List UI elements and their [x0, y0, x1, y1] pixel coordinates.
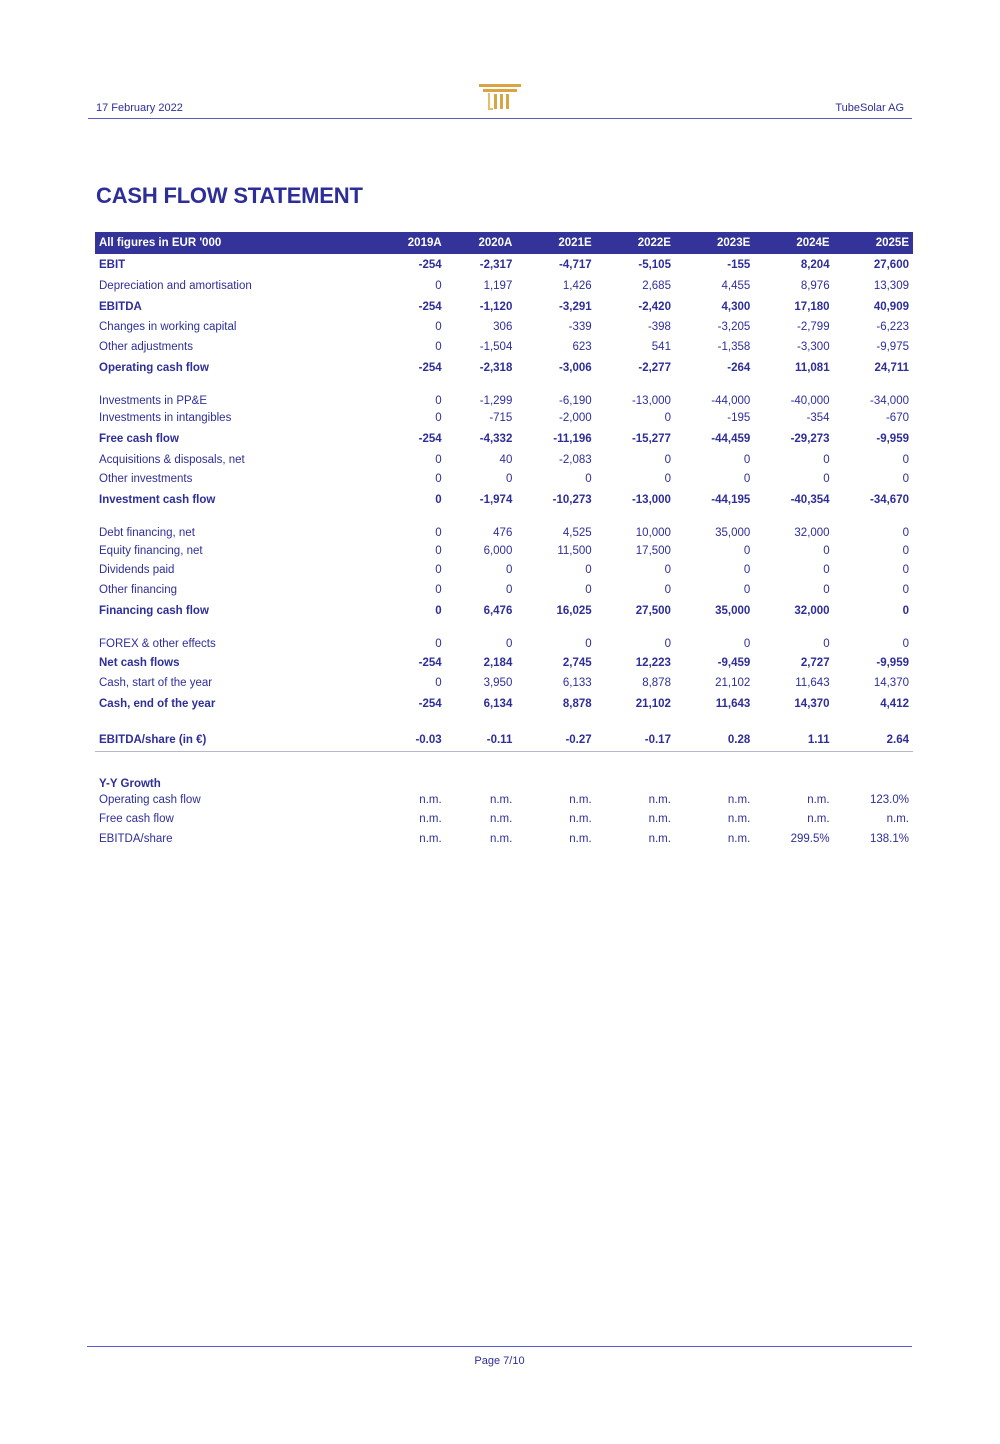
table-row: [95, 357, 913, 379]
cell-value: 0: [435, 473, 442, 486]
cell-value: -13,000: [631, 494, 671, 506]
cell-value: 11,643: [795, 677, 830, 690]
row-label: EBIT: [99, 259, 126, 271]
cell-value: 11,643: [715, 698, 751, 710]
cell-value: 11,500: [557, 544, 592, 557]
cell-value: -715: [489, 412, 513, 425]
cell-value: 17,180: [794, 300, 830, 313]
table-row: [95, 652, 913, 674]
cell-value: 3,950: [483, 677, 513, 690]
table-row: [95, 674, 913, 694]
cell-value: -0.27: [516, 729, 595, 752]
cell-value: 0: [823, 544, 830, 557]
cell-value: 0: [505, 637, 513, 650]
cell-value: 21,102: [635, 698, 671, 710]
cell-value: 0: [664, 583, 671, 596]
cell-value: -1,974: [479, 494, 513, 506]
cell-value: [596, 752, 675, 767]
cell-value: 0: [902, 637, 909, 650]
cell-value: 299.5%: [790, 832, 830, 845]
cell-value: 17,500: [635, 544, 671, 557]
cell-value: -15,277: [631, 433, 671, 445]
cell-value: n.m.: [648, 832, 671, 845]
cell-value: [446, 752, 517, 767]
row-label: Y-Y Growth: [99, 778, 161, 790]
page-number: Page 7/10: [474, 1355, 525, 1367]
column-header: 2019A: [375, 232, 446, 254]
cell-value: 0: [664, 473, 671, 486]
cell-value: -1,120: [479, 300, 513, 313]
cell-value: 14,370: [873, 677, 909, 690]
cell-value: 4,455: [721, 279, 751, 292]
pillar-logo-icon: [479, 84, 521, 112]
growth-row: [95, 829, 913, 849]
row-label: Investments in intangibles: [99, 412, 232, 425]
cell-value: 0: [435, 394, 442, 407]
cell-value: -11,196: [553, 433, 592, 445]
cell-value: 0: [585, 637, 592, 650]
cell-value: 6,134: [483, 698, 513, 710]
cell-value: 0: [902, 544, 909, 557]
cell-value: -354: [806, 412, 830, 425]
cell-value: 13,309: [873, 279, 909, 292]
cell-value: 4,525: [562, 527, 592, 539]
row-label: [95, 715, 375, 729]
cell-value: -264: [727, 361, 751, 374]
table-header-row: [95, 232, 913, 254]
cell-value: 306: [493, 321, 513, 334]
cell-value: -254: [418, 698, 442, 710]
cell-value: 0: [823, 453, 830, 466]
cell-value: 0: [435, 340, 442, 353]
cell-value: 2.64: [834, 729, 913, 752]
cell-value: 0: [823, 473, 830, 486]
table-row: [95, 470, 913, 490]
cell-value: [596, 766, 675, 790]
row-label: FOREX & other effects: [99, 637, 216, 650]
cell-value: 8,976: [800, 279, 830, 292]
cell-value: 138.1%: [869, 832, 909, 845]
table-row: [95, 428, 913, 450]
cell-value: [754, 766, 833, 790]
cell-value: 8,204: [800, 259, 830, 271]
cell-value: [754, 752, 833, 767]
cell-value: 0: [505, 473, 513, 486]
cell-value: -2,420: [638, 300, 671, 313]
cell-value: [834, 715, 913, 729]
cell-value: n.m.: [569, 813, 592, 826]
table-row: [95, 489, 913, 511]
cell-value: n.m.: [489, 832, 513, 845]
cell-value: 35,000: [715, 527, 751, 539]
cell-value: 27,500: [635, 604, 671, 617]
cell-value: 6,476: [483, 604, 513, 617]
row-label: Investments in PP&E: [99, 394, 208, 407]
table-row: [95, 337, 913, 357]
cell-value: 0: [743, 583, 751, 596]
cell-value: 2,184: [483, 656, 513, 669]
cell-value: -2,317: [479, 259, 513, 271]
row-label: Other investments: [99, 473, 193, 486]
cell-value: -9,459: [717, 656, 751, 669]
cell-value: [446, 766, 517, 790]
cell-value: -3,006: [559, 361, 592, 374]
cell-value: [375, 766, 446, 790]
cell-value: -254: [418, 656, 442, 669]
cell-value: 21,102: [715, 677, 751, 690]
cell-value: 0: [664, 564, 671, 577]
cell-value: [754, 715, 833, 729]
spacer-row: [95, 752, 913, 767]
cell-value: 0: [743, 473, 751, 486]
cell-value: -4,717: [559, 259, 592, 271]
cell-value: -34,670: [869, 494, 909, 506]
cell-value: 0: [435, 604, 442, 617]
cell-value: 6,000: [483, 544, 513, 557]
cell-value: -13,000: [631, 394, 671, 407]
row-label: [95, 752, 375, 767]
cell-value: 0: [505, 564, 513, 577]
table-row: [95, 693, 913, 715]
column-header: 2020A: [446, 232, 517, 254]
cell-value: 35,000: [715, 604, 751, 617]
cell-value: -44,195: [711, 494, 751, 506]
cell-value: -1,358: [717, 340, 751, 353]
growth-row: [95, 810, 913, 830]
table-row: [95, 622, 913, 652]
cell-value: [596, 715, 675, 729]
cell-value: 8,878: [562, 698, 592, 710]
cell-value: -10,273: [552, 494, 592, 506]
cell-value: -6,190: [559, 394, 592, 407]
cell-value: 0: [823, 564, 830, 577]
cell-value: 0: [902, 583, 909, 596]
cell-value: -6,223: [876, 321, 909, 334]
cell-value: -2,318: [479, 361, 513, 374]
table-row: [95, 318, 913, 338]
cell-value: 0: [585, 583, 592, 596]
row-label: Other adjustments: [99, 340, 193, 353]
cell-value: -2,277: [638, 361, 671, 374]
cell-value: -1,299: [479, 394, 513, 407]
cell-value: 32,000: [794, 527, 830, 539]
row-label: Net cash flows: [99, 656, 180, 669]
page-footer: [87, 1346, 912, 1367]
cell-value: 0: [902, 604, 909, 617]
cell-value: 12,223: [635, 656, 671, 669]
cell-value: n.m.: [489, 813, 513, 826]
cell-value: n.m.: [807, 793, 830, 806]
cell-value: 0: [435, 412, 442, 425]
cell-value: -3,300: [796, 340, 830, 353]
cell-value: [834, 766, 913, 790]
column-header: 2023E: [675, 232, 754, 254]
cell-value: n.m.: [727, 832, 751, 845]
row-label: Equity financing, net: [99, 544, 203, 557]
cell-value: [675, 715, 754, 729]
cell-value: n.m.: [419, 832, 442, 845]
cell-value: 0: [902, 453, 909, 466]
cell-value: 0: [664, 637, 671, 650]
cell-value: n.m.: [807, 813, 830, 826]
cell-value: -339: [568, 321, 592, 334]
cell-value: -670: [885, 412, 909, 425]
column-header: 2022E: [596, 232, 675, 254]
cell-value: [446, 715, 517, 729]
cell-value: 0: [743, 544, 751, 557]
cell-value: 11,081: [795, 361, 830, 374]
cell-value: 32,000: [794, 604, 830, 617]
row-label: Free cash flow: [99, 813, 174, 826]
cell-value: 0: [435, 453, 442, 466]
cell-value: 14,370: [794, 698, 830, 710]
cell-value: [375, 715, 446, 729]
cell-value: 40: [499, 453, 513, 466]
row-label: Operating cash flow: [99, 793, 201, 806]
table-row: [95, 296, 913, 318]
table-row: [95, 561, 913, 581]
cell-value: -254: [418, 433, 442, 445]
cell-value: 2,685: [642, 279, 671, 292]
cell-value: 4,300: [721, 300, 751, 313]
cell-value: n.m.: [419, 793, 442, 806]
cell-value: [834, 752, 913, 767]
cell-value: 6,133: [562, 677, 592, 690]
cell-value: [675, 766, 754, 790]
header-label: All figures in EUR '000: [95, 232, 375, 254]
cell-value: 541: [651, 340, 671, 353]
cell-value: -2,000: [559, 412, 592, 425]
cell-value: 1,426: [562, 279, 592, 292]
row-label: Depreciation and amortisation: [99, 279, 252, 292]
cell-value: -0.11: [446, 729, 517, 752]
company-name: TubeSolar AG: [835, 102, 904, 114]
row-label: Acquisitions & disposals, net: [99, 453, 245, 466]
cell-value: -155: [727, 259, 751, 271]
cell-value: 0: [902, 473, 909, 486]
cell-value: -1,504: [479, 340, 513, 353]
cell-value: 0: [435, 677, 442, 690]
cell-value: -40,000: [790, 394, 830, 407]
cell-value: n.m.: [727, 793, 751, 806]
cell-value: 0: [435, 583, 442, 596]
row-label: Free cash flow: [99, 433, 179, 445]
cell-value: n.m.: [419, 813, 442, 826]
cell-value: -2,799: [796, 321, 830, 334]
cell-value: 2,727: [800, 656, 830, 669]
cell-value: n.m.: [569, 832, 592, 845]
cell-value: -9,959: [876, 433, 909, 445]
cell-value: 4,412: [880, 698, 909, 710]
cell-value: 0: [902, 564, 909, 577]
cell-value: -254: [418, 300, 442, 313]
row-label: EBITDA: [99, 300, 142, 313]
page-title: CASH FLOW STATEMENT: [96, 183, 363, 208]
column-header: 2024E: [754, 232, 833, 254]
cell-value: -40,354: [790, 494, 830, 506]
row-label: Financing cash flow: [99, 604, 209, 617]
column-header: 2021E: [516, 232, 595, 254]
row-label: Cash, end of the year: [99, 698, 216, 710]
cell-value: 0: [743, 564, 751, 577]
table-row: [95, 254, 913, 276]
row-label: Changes in working capital: [99, 321, 237, 334]
cell-value: 1.11: [754, 729, 833, 752]
growth-row: [95, 790, 913, 810]
cell-value: n.m.: [648, 813, 671, 826]
cell-value: 27,600: [873, 259, 909, 271]
row-label: Dividends paid: [99, 564, 175, 577]
cell-value: -44,459: [711, 433, 751, 445]
cell-value: 0: [743, 637, 751, 650]
table-row: [95, 379, 913, 409]
cell-value: -9,975: [876, 340, 909, 353]
cell-value: n.m.: [727, 813, 751, 826]
cell-value: -44,000: [711, 394, 751, 407]
cell-value: 0: [435, 321, 442, 334]
row-label: EBITDA/share (in €): [95, 729, 375, 752]
cell-value: 40,909: [873, 300, 909, 313]
cell-value: 0: [902, 527, 909, 539]
cell-value: 0: [823, 583, 830, 596]
cell-value: 10,000: [635, 527, 671, 539]
cell-value: 0: [435, 279, 442, 292]
cell-value: 0: [664, 453, 671, 466]
row-label: Debt financing, net: [99, 527, 195, 539]
cell-value: n.m.: [569, 793, 592, 806]
cell-value: -0.17: [596, 729, 675, 752]
cell-value: 0: [823, 637, 830, 650]
cell-value: n.m.: [648, 793, 671, 806]
cell-value: -0.03: [375, 729, 446, 752]
row-label: Other financing: [99, 583, 177, 596]
row-label: EBITDA/share: [99, 832, 173, 845]
row-label: Investment cash flow: [99, 494, 216, 506]
ebitda-per-share-row: [95, 729, 913, 752]
cell-value: 0: [585, 473, 592, 486]
cell-value: 2,745: [562, 656, 592, 669]
table-row: [95, 600, 913, 622]
cash-flow-table: [95, 232, 913, 849]
cell-value: -29,273: [790, 433, 830, 445]
cell-value: -3,291: [559, 300, 592, 313]
table-row: [95, 450, 913, 470]
row-label: Operating cash flow: [99, 361, 209, 374]
cell-value: 0: [664, 412, 671, 425]
cell-value: 623: [572, 340, 592, 353]
cell-value: [516, 715, 595, 729]
cell-value: 0: [435, 544, 442, 557]
cell-value: 1,197: [483, 279, 513, 292]
table-row: [95, 511, 913, 541]
cell-value: [516, 752, 595, 767]
cell-value: n.m.: [489, 793, 513, 806]
cell-value: 0: [505, 583, 513, 596]
cell-value: n.m.: [886, 813, 909, 826]
cell-value: [375, 752, 446, 767]
table-row: [95, 580, 913, 600]
cell-value: 476: [493, 527, 513, 539]
cell-value: -5,105: [638, 259, 671, 271]
cell-value: -2,083: [559, 453, 592, 466]
cell-value: -254: [418, 361, 442, 374]
table-row: [95, 276, 913, 296]
cell-value: 0: [435, 494, 442, 506]
table-row: [95, 541, 913, 561]
cell-value: [516, 766, 595, 790]
cell-value: 24,711: [874, 361, 909, 374]
cell-value: 0: [743, 453, 751, 466]
cell-value: -3,205: [717, 321, 751, 334]
cell-value: 0: [585, 564, 592, 577]
row-label: Cash, start of the year: [99, 677, 213, 690]
cell-value: -9,959: [876, 656, 909, 669]
cell-value: 0.28: [675, 729, 754, 752]
spacer-row: [95, 715, 913, 729]
cell-value: -398: [647, 321, 671, 334]
cell-value: 0: [435, 564, 442, 577]
cell-value: -195: [727, 412, 751, 425]
growth-section-title: [95, 766, 913, 790]
cell-value: [675, 752, 754, 767]
cell-value: 0: [435, 637, 442, 650]
cell-value: 0: [435, 527, 442, 539]
report-date: 17 February 2022: [96, 102, 183, 114]
table-row: [95, 409, 913, 429]
cell-value: 8,878: [642, 677, 671, 690]
column-header: 2025E: [834, 232, 913, 254]
cell-value: -254: [418, 259, 442, 271]
cell-value: -4,332: [479, 433, 513, 445]
cell-value: -34,000: [869, 394, 909, 407]
cell-value: 123.0%: [869, 793, 909, 806]
cell-value: 16,025: [556, 604, 592, 617]
